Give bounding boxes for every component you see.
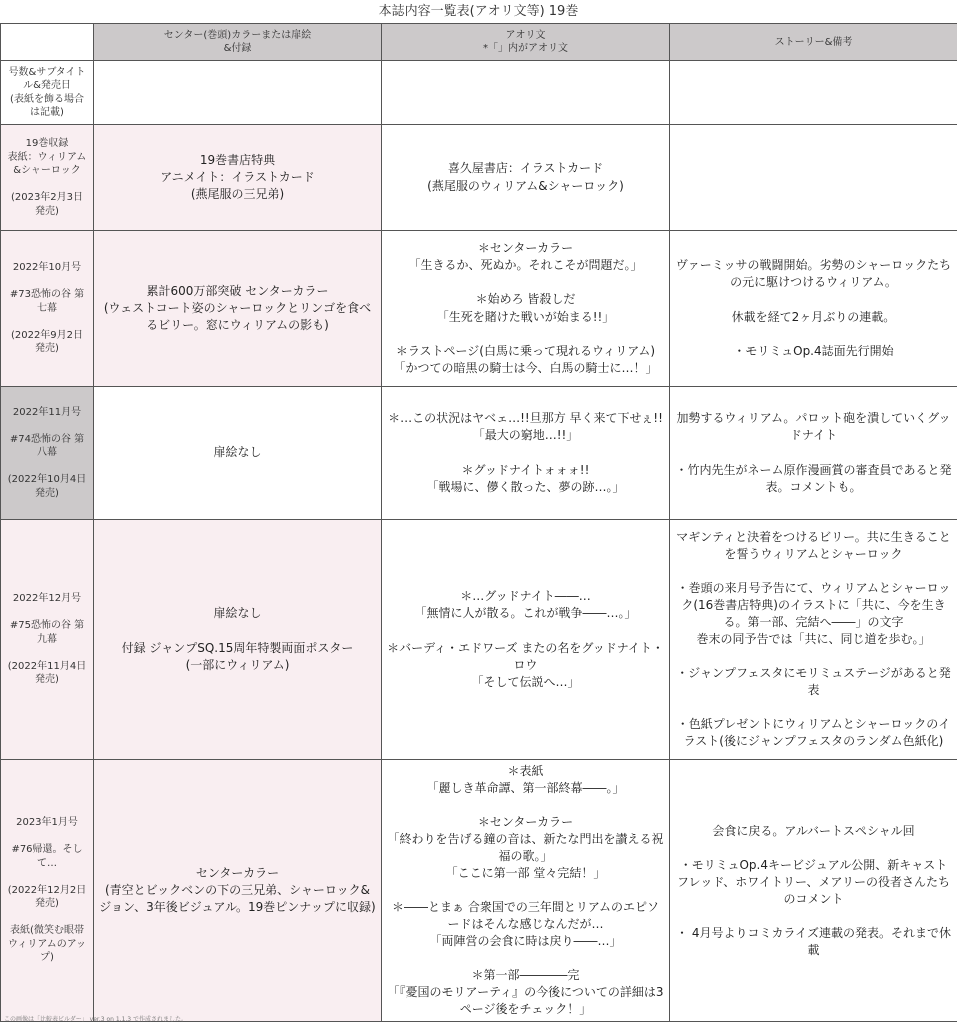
table-row xyxy=(1,61,957,125)
story-cell xyxy=(670,125,957,231)
color-page-cell: 19巻書店特典 アニメイト：イラストカード (燕尾服の三兄弟) xyxy=(94,125,382,231)
aori-cell: ＊センターカラー 「生きるか、死ぬか。それこそが問題だ。」 ＊始めろ 皆殺しだ 「生死を賭けた戦いが始まる!!」 ＊ラストページ(白馬に乗って現れるウィリアム) 「かつての暗黒の騎士は今、白馬の騎士に…！」 xyxy=(382,231,670,387)
issue-cell: 2022年12月号 #75恐怖の谷 第九幕 (2022年11月4日発売) xyxy=(1,520,94,760)
table-row xyxy=(1,387,957,520)
aori-cell xyxy=(382,61,670,125)
table-row xyxy=(1,231,957,387)
header-story: ストーリー&備考 xyxy=(670,24,957,61)
issue-cell: 2022年11月号 #74恐怖の谷 第八幕 (2022年10月4日発売) xyxy=(1,387,94,520)
table-row xyxy=(1,520,957,760)
content-table xyxy=(0,23,957,1022)
story-cell: 会食に戻る。アルバートスペシャル回 ・モリミュOp.4キービジュアル公開、新キャストフレッド、ホワイトリー、メアリーの役者さんたちのコメント ・ 4月号よりコミカライズ連載の発表。それまで休載 xyxy=(670,760,957,1022)
color-page-cell: センターカラー (青空とビックベンの下の三兄弟、シャーロック&ジョン、3年後ビジュアル。19巻ピンナップに収録) xyxy=(94,760,382,1022)
header-corner-cell xyxy=(1,24,94,61)
story-cell: ヴァーミッサの戦闘開始。劣勢のシャーロックたちの元に駆けつけるウィリアム。 休載を経て2ヶ月ぶりの連載。 ・モリミュOp.4誌面先行開始 xyxy=(670,231,957,387)
aori-cell: ＊…グッドナイト――… 「無情に人が散る。これが戦争――…。」 ＊バーディ・エドワーズ またの名をグッドナイト・ロウ 「そして伝説へ…」 xyxy=(382,520,670,760)
color-page-cell: 扉絵なし xyxy=(94,387,382,520)
page-title: 本誌内容一覧表(アオリ文等) 19巻 xyxy=(378,4,579,19)
story-cell: マギンティと決着をつけるビリー。共に生きることを誓うウィリアムとシャーロック ・巻頭の来月号予告にて、ウィリアムとシャーロック(16巻書店特典)のイラストに「共に、今を生きる。第一部、完結へ――」の文字 巻末の同予告では「共に、同じ道を歩む。」 ・ジャンプフェスタにモリミュステージがあると発表 ・色紙プレゼントにウィリアムとシャーロックのイラスト(後にジャンプフェスタのランダム色紙化) xyxy=(670,520,957,760)
story-cell: 加勢するウィリアム。パロット砲を潰していくグッドナイト ・竹内先生がネーム原作漫画賞の審査員であると発表。コメントも。 xyxy=(670,387,957,520)
color-page-cell xyxy=(94,61,382,125)
aori-cell: 喜久屋書店：イラストカード (燕尾服のウィリアム&シャーロック) xyxy=(382,125,670,231)
header-row xyxy=(1,24,957,61)
table-row xyxy=(1,760,957,1022)
aori-cell: ＊…この状況はヤベェ…!!旦那方 早く来て下せぇ!! 「最大の窮地…!!」 ＊グッドナイトォォォ!! 「戦場に、儚く散った、夢の跡…。」 xyxy=(382,387,670,520)
issue-cell: 2023年1月号 #76帰還。そして… (2022年12月2日発売) 表紙(微笑む眼帯ウィリアムのアップ) xyxy=(1,760,94,1022)
color-page-cell: 扉絵なし 付録 ジャンプSQ.15周年特製両面ポスター (一部にウィリアム) xyxy=(94,520,382,760)
issue-cell: 19巻収録 表紙：ウィリアム&シャーロック (2023年2月3日発売) xyxy=(1,125,94,231)
color-page-cell: 累計600万部突破 センターカラー (ウェストコート姿のシャーロックとリンゴを食べるビリー。窓にウィリアムの影も) xyxy=(94,231,382,387)
aori-cell: ＊表紙 「麗しき革命譚、第一部終幕――。」 ＊センターカラー 「終わりを告げる鐘の音は、新たな門出を讃える祝福の歌。」 「ここに第一部 堂々完結！」 ＊――とまぁ 合衆国での三年間とリアムのエピソードはそんな感じなんだが… 「両陣営の会食に時は戻り――…」 ＊第一部――――完 「『憂国のモリアーティ』の今後についての詳細は3ページ後をチェック！」 xyxy=(382,760,670,1022)
row-label-cell: 号数&サブタイトル&発売日 (表紙を飾る場合は記載) xyxy=(1,61,94,125)
story-cell xyxy=(670,61,957,125)
issue-cell: 2022年10月号 #73恐怖の谷 第七幕 (2022年9月2日発売) xyxy=(1,231,94,387)
header-aori: アオリ文 *「」内がアオリ文 xyxy=(382,24,670,61)
header-color-page: センター(巻頭)カラーまたは扉絵 &付録 xyxy=(94,24,382,61)
footer-credit: この画像は「比較表ビルダー」 ver.3 on 1.1.3 で作成されました。 xyxy=(4,1016,188,1023)
table-row xyxy=(1,125,957,231)
